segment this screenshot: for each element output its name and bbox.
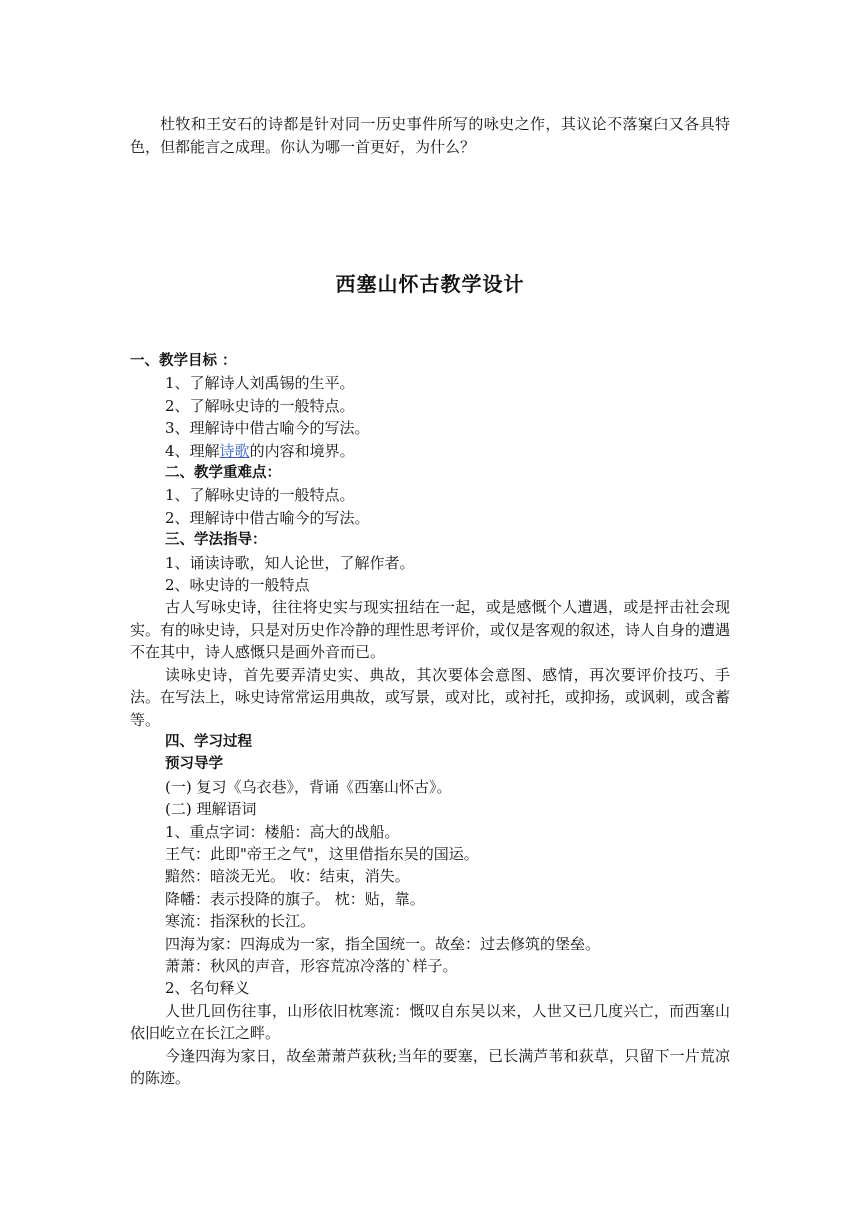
vocab-item: 降幡：表示投降的旗子。 枕：贴，靠。 xyxy=(165,889,425,908)
list-item: 3、理解诗中借古喻今的写法。 xyxy=(165,419,370,438)
list-item: 2、名句释义 xyxy=(165,979,250,998)
list-item-suffix: 的内容和境界。 xyxy=(249,441,355,460)
section-heading-process: 四、学习过程 xyxy=(165,733,252,750)
list-item: (一) 复习《乌衣巷》，背诵《西塞山怀古》。 xyxy=(165,777,452,796)
vocab-item: 萧萧：秋风的声音，形容荒凉冷落的`样子。 xyxy=(165,956,458,975)
subheading-preview: 预习导学 xyxy=(165,756,223,773)
list-item: 1、了解咏史诗的一般特点。 xyxy=(165,486,355,505)
method-paragraph-1: 古人写咏史诗，往往将史实与现实扭结在一起，或是感慨个人遭遇，或是抨击社会现实。有的咏史诗，只是对历史作冷静的理性思考评价，或仅是客观的叙述，诗人自身的遭遇不在其中，诗人感慨只是画外音而已。 xyxy=(130,598,731,662)
vocab-item: 王气：此即"帝王之气"，这里借指东吴的国运。 xyxy=(165,844,479,863)
lesson-body xyxy=(130,350,730,1089)
famous-line-paragraph-2: 今逢四海为家日，故垒萧萧芦荻秋;当年的要塞，已长满芦苇和荻草，只留下一片荒凉的陈迹。 xyxy=(130,1046,730,1087)
intro-paragraph: 杜牧和王安石的诗都是针对同一历史事件所写的咏史之作，其议论不落窠臼又各具特色，但都能言之成理。你认为哪一首更好，为什么？ xyxy=(130,115,730,156)
method-paragraph-2: 读咏史诗，首先要弄清史实、典故，其次要体会意图、感情，再次要评价技巧、手法。在写法上，咏史诗常常运用典故，或写景，或对比，或衬托，或抑扬，或讽刺，或含蓄等。 xyxy=(130,665,731,729)
list-item: 1、重点字词：楼船：高大的战船。 xyxy=(165,822,400,841)
list-item xyxy=(130,440,730,462)
famous-line-paragraph-1: 人世几回伤往事，山形依旧枕寒流：慨叹自东吴以来，人世又已几度兴亡，而西塞山依旧屹立在长江之畔。 xyxy=(130,1001,730,1043)
list-item: 1、了解诗人刘禹锡的生平。 xyxy=(165,374,355,393)
list-item-prefix: 4、理解 xyxy=(165,441,220,460)
list-item: (二) 理解语词 xyxy=(165,800,257,819)
section-heading-difficulties: 二、教学重难点： xyxy=(165,465,281,482)
vocab-item: 寒流：指深秋的长江。 xyxy=(165,912,316,931)
vocab-item: 黯然：暗淡无光。 收：结束，消失。 xyxy=(165,867,410,886)
section-heading-method: 三、学法指导： xyxy=(165,532,267,549)
vocab-item: 四海为家：四海成为一家，指全国统一。故垒：过去修筑的堡垒。 xyxy=(165,934,601,953)
page-title: 西塞山怀古教学设计 xyxy=(335,272,525,296)
section-heading-objectives: 一、教学目标 ： xyxy=(130,353,237,369)
poetry-link[interactable]: 诗歌 xyxy=(219,441,250,460)
list-item: 2、理解诗中借古喻今的写法。 xyxy=(165,508,370,527)
list-item: 2、了解咏史诗的一般特点。 xyxy=(165,396,355,415)
list-item: 2、咏史诗的一般特点 xyxy=(165,576,310,595)
list-item: 1、诵读诗歌，知人论世，了解作者。 xyxy=(165,553,415,572)
